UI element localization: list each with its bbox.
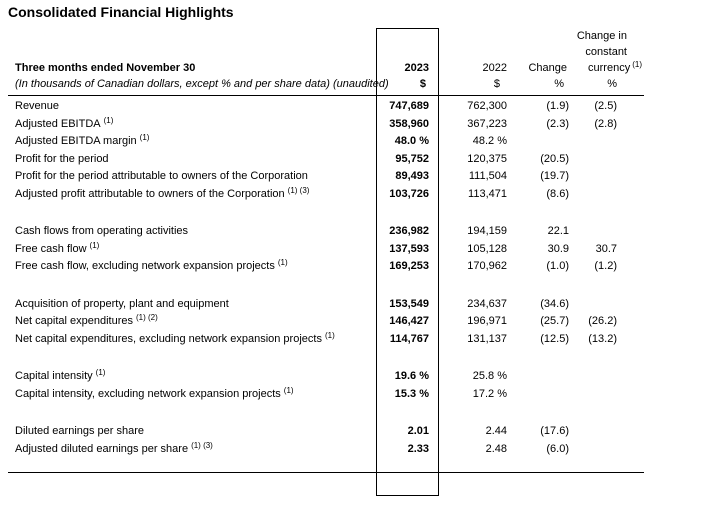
value-change-percent: (12.5) xyxy=(540,332,569,345)
financial-highlights-table xyxy=(8,28,644,473)
value-change-percent: (20.5) xyxy=(540,152,569,165)
table-row xyxy=(8,133,644,151)
value-change-constant-currency xyxy=(573,441,644,459)
header-spacer xyxy=(376,28,437,44)
footnote-ref: (1) (2) xyxy=(136,313,158,322)
row-label: Profit for the period attributable to owners of the Corporation xyxy=(15,170,308,182)
constant-currency-label: currency xyxy=(588,62,631,74)
value-change-constant-currency xyxy=(573,133,644,151)
value-change-percent: (6.0) xyxy=(546,442,569,455)
value-2023: 103,726 xyxy=(389,187,429,200)
unit-label-2022: $ xyxy=(493,78,500,90)
header-spacer xyxy=(8,44,376,60)
row-label: Net capital expenditures $^{(1) (2)}$ xyxy=(15,313,158,327)
header-spacer xyxy=(437,44,513,60)
value-2022: 367,223 xyxy=(467,117,507,130)
table-row xyxy=(8,168,644,186)
value-change-constant-currency: (13.2) xyxy=(588,332,617,345)
value-2023: 95,752 xyxy=(395,152,429,165)
footnote-ref: (1) xyxy=(632,60,642,69)
value-2022: 194,159 xyxy=(467,225,507,237)
row-group xyxy=(8,423,644,458)
value-change-constant-currency xyxy=(573,151,644,169)
table-row xyxy=(8,223,644,241)
value-2022: 25.8 % xyxy=(472,370,507,382)
row-label: Profit for the period xyxy=(15,152,109,165)
row-label: Free cash flow $^{(1)}$ xyxy=(15,240,100,255)
row-label: Acquisition of property, plant and equipment xyxy=(15,297,229,310)
value-change-constant-currency xyxy=(573,386,644,404)
footnote-ref: (1) xyxy=(277,258,288,267)
column-header-change: Change xyxy=(528,62,567,74)
header-spacer xyxy=(376,44,437,60)
value-2022: 196,971 xyxy=(467,315,507,327)
value-change-constant-currency xyxy=(573,223,644,241)
table-header xyxy=(8,28,644,96)
header-row-2 xyxy=(8,44,644,60)
value-change-percent xyxy=(513,386,573,404)
value-2023: 137,593 xyxy=(389,242,429,255)
value-2023: 19.6 % xyxy=(394,370,429,382)
row-label: Cash flows from operating activities xyxy=(15,225,189,237)
value-2023: 747,689 xyxy=(389,100,429,112)
header-spacer xyxy=(513,28,573,44)
value-2023: 169,253 xyxy=(389,260,429,272)
table-row xyxy=(8,98,644,116)
footnote-ref: (1) xyxy=(103,115,114,125)
row-label: Net capital expenditures, excluding network expansion projects $^{(1)}$ xyxy=(15,330,335,345)
value-change-constant-currency: 30.7 xyxy=(595,242,617,255)
unit-label-change: % xyxy=(554,78,564,90)
value-change-percent: (1.0) xyxy=(546,260,569,272)
row-group xyxy=(8,368,644,403)
header-spacer xyxy=(437,28,513,44)
row-label: Capital intensity $^{(1)}$ xyxy=(15,368,106,382)
value-2022: 17.2 % xyxy=(472,387,507,400)
value-change-constant-currency xyxy=(573,296,644,314)
value-2023: 358,960 xyxy=(389,117,429,130)
header-spacer xyxy=(8,28,376,44)
value-2023: 2.01 xyxy=(407,425,429,437)
value-2022: 48.2 % xyxy=(472,135,507,147)
value-change-constant-currency: (2.5) xyxy=(594,100,617,112)
value-2022: 120,375 xyxy=(467,152,507,165)
value-change-percent: (17.6) xyxy=(540,425,569,437)
column-header-constant-currency-line1: Change in xyxy=(576,30,627,42)
value-2022: 2.44 xyxy=(485,425,507,437)
value-change-percent: 22.1 xyxy=(547,225,569,237)
value-change-percent xyxy=(513,368,573,386)
value-change-percent: (1.9) xyxy=(546,100,569,112)
column-header-2023: 2023 xyxy=(404,62,429,74)
table-row xyxy=(8,441,644,459)
value-2022: 2.48 xyxy=(485,442,507,455)
value-2023: 236,982 xyxy=(389,225,429,237)
value-2023: 2.33 xyxy=(407,442,429,455)
table-row xyxy=(8,331,644,349)
value-change-constant-currency: (26.2) xyxy=(588,315,617,327)
table-row xyxy=(8,386,644,404)
value-change-constant-currency xyxy=(573,423,644,441)
value-change-percent xyxy=(513,133,573,151)
value-change-percent: (34.6) xyxy=(540,297,569,310)
value-change-percent: (25.7) xyxy=(540,315,569,327)
row-group xyxy=(8,296,644,349)
value-2022: 111,504 xyxy=(468,170,507,182)
table-row xyxy=(8,258,644,276)
row-group xyxy=(8,223,644,276)
footnote-ref: (1) (3) xyxy=(191,440,213,450)
value-2022: 131,137 xyxy=(467,332,507,345)
column-header-constant-currency-line2: constant xyxy=(585,46,627,58)
table-body xyxy=(8,96,644,473)
value-2023: 48.0 % xyxy=(394,135,429,147)
table-subtitle: (In thousands of Canadian dollars, except % and per share data) (unaudited) xyxy=(15,78,389,90)
row-label: Revenue xyxy=(15,100,60,112)
value-2022: 762,300 xyxy=(467,100,507,112)
table-row xyxy=(8,116,644,134)
row-label: Free cash flow, excluding network expansion projects $^{(1)}$ xyxy=(15,258,288,272)
value-change-percent: (2.3) xyxy=(546,117,569,130)
value-change-percent: (19.7) xyxy=(540,170,569,182)
table-row xyxy=(8,186,644,204)
table-row xyxy=(8,368,644,386)
row-label: Adjusted profit attributable to owners of the Corporation $^{(1) (3)}$ xyxy=(15,185,310,200)
value-2023: 153,549 xyxy=(389,297,429,310)
row-label: Adjusted diluted earnings per share $^{(1) (3)}$ xyxy=(15,440,213,455)
value-2022: 105,128 xyxy=(467,242,507,255)
table-row xyxy=(8,296,644,314)
value-change-constant-currency: (2.8) xyxy=(594,117,617,130)
value-change-constant-currency xyxy=(573,368,644,386)
value-2022: 234,637 xyxy=(467,297,507,310)
footnote-ref: (1) (3) xyxy=(287,185,310,195)
value-change-constant-currency xyxy=(573,186,644,204)
row-label: Diluted earnings per share xyxy=(15,425,145,437)
table-row xyxy=(8,151,644,169)
column-header-2022: 2022 xyxy=(482,62,507,74)
table-row xyxy=(8,423,644,441)
value-change-percent: 30.9 xyxy=(547,242,569,255)
row-group xyxy=(8,98,644,203)
header-row-3 xyxy=(8,60,644,76)
footnote-ref: (1) xyxy=(324,330,335,340)
header-spacer xyxy=(513,44,573,60)
value-2022: 170,962 xyxy=(467,260,507,272)
value-2023: 15.3 % xyxy=(394,387,429,400)
header-row-4 xyxy=(8,76,644,92)
footnote-ref: (1) xyxy=(283,385,294,395)
value-2022: 113,471 xyxy=(468,187,507,200)
unit-label-constant-currency: % xyxy=(607,78,617,90)
value-2023: 146,427 xyxy=(389,315,429,327)
footnote-ref: (1) xyxy=(95,368,106,377)
row-label: Capital intensity, excluding network expansion projects $^{(1)}$ xyxy=(15,385,294,400)
value-2023: 89,493 xyxy=(395,170,429,182)
table-row xyxy=(8,313,644,331)
column-header-constant-currency-line3 xyxy=(573,60,644,76)
footnote-ref: (1) xyxy=(89,240,100,250)
value-change-constant-currency: (1.2) xyxy=(594,260,617,272)
value-change-constant-currency xyxy=(573,168,644,186)
row-label: Adjusted EBITDA $^{(1)}$ xyxy=(15,115,114,130)
value-2023: 114,767 xyxy=(389,332,429,345)
page-title: Consolidated Financial Highlights xyxy=(8,4,234,20)
table-row xyxy=(8,241,644,259)
row-label: Adjusted EBITDA margin $^{(1)}$ xyxy=(15,133,150,147)
footnote-ref: (1) xyxy=(139,133,150,142)
period-label: Three months ended November 30 xyxy=(15,62,196,74)
unit-label-2023: $ xyxy=(419,78,426,90)
header-row-1 xyxy=(8,28,644,44)
value-change-percent: (8.6) xyxy=(546,187,569,200)
